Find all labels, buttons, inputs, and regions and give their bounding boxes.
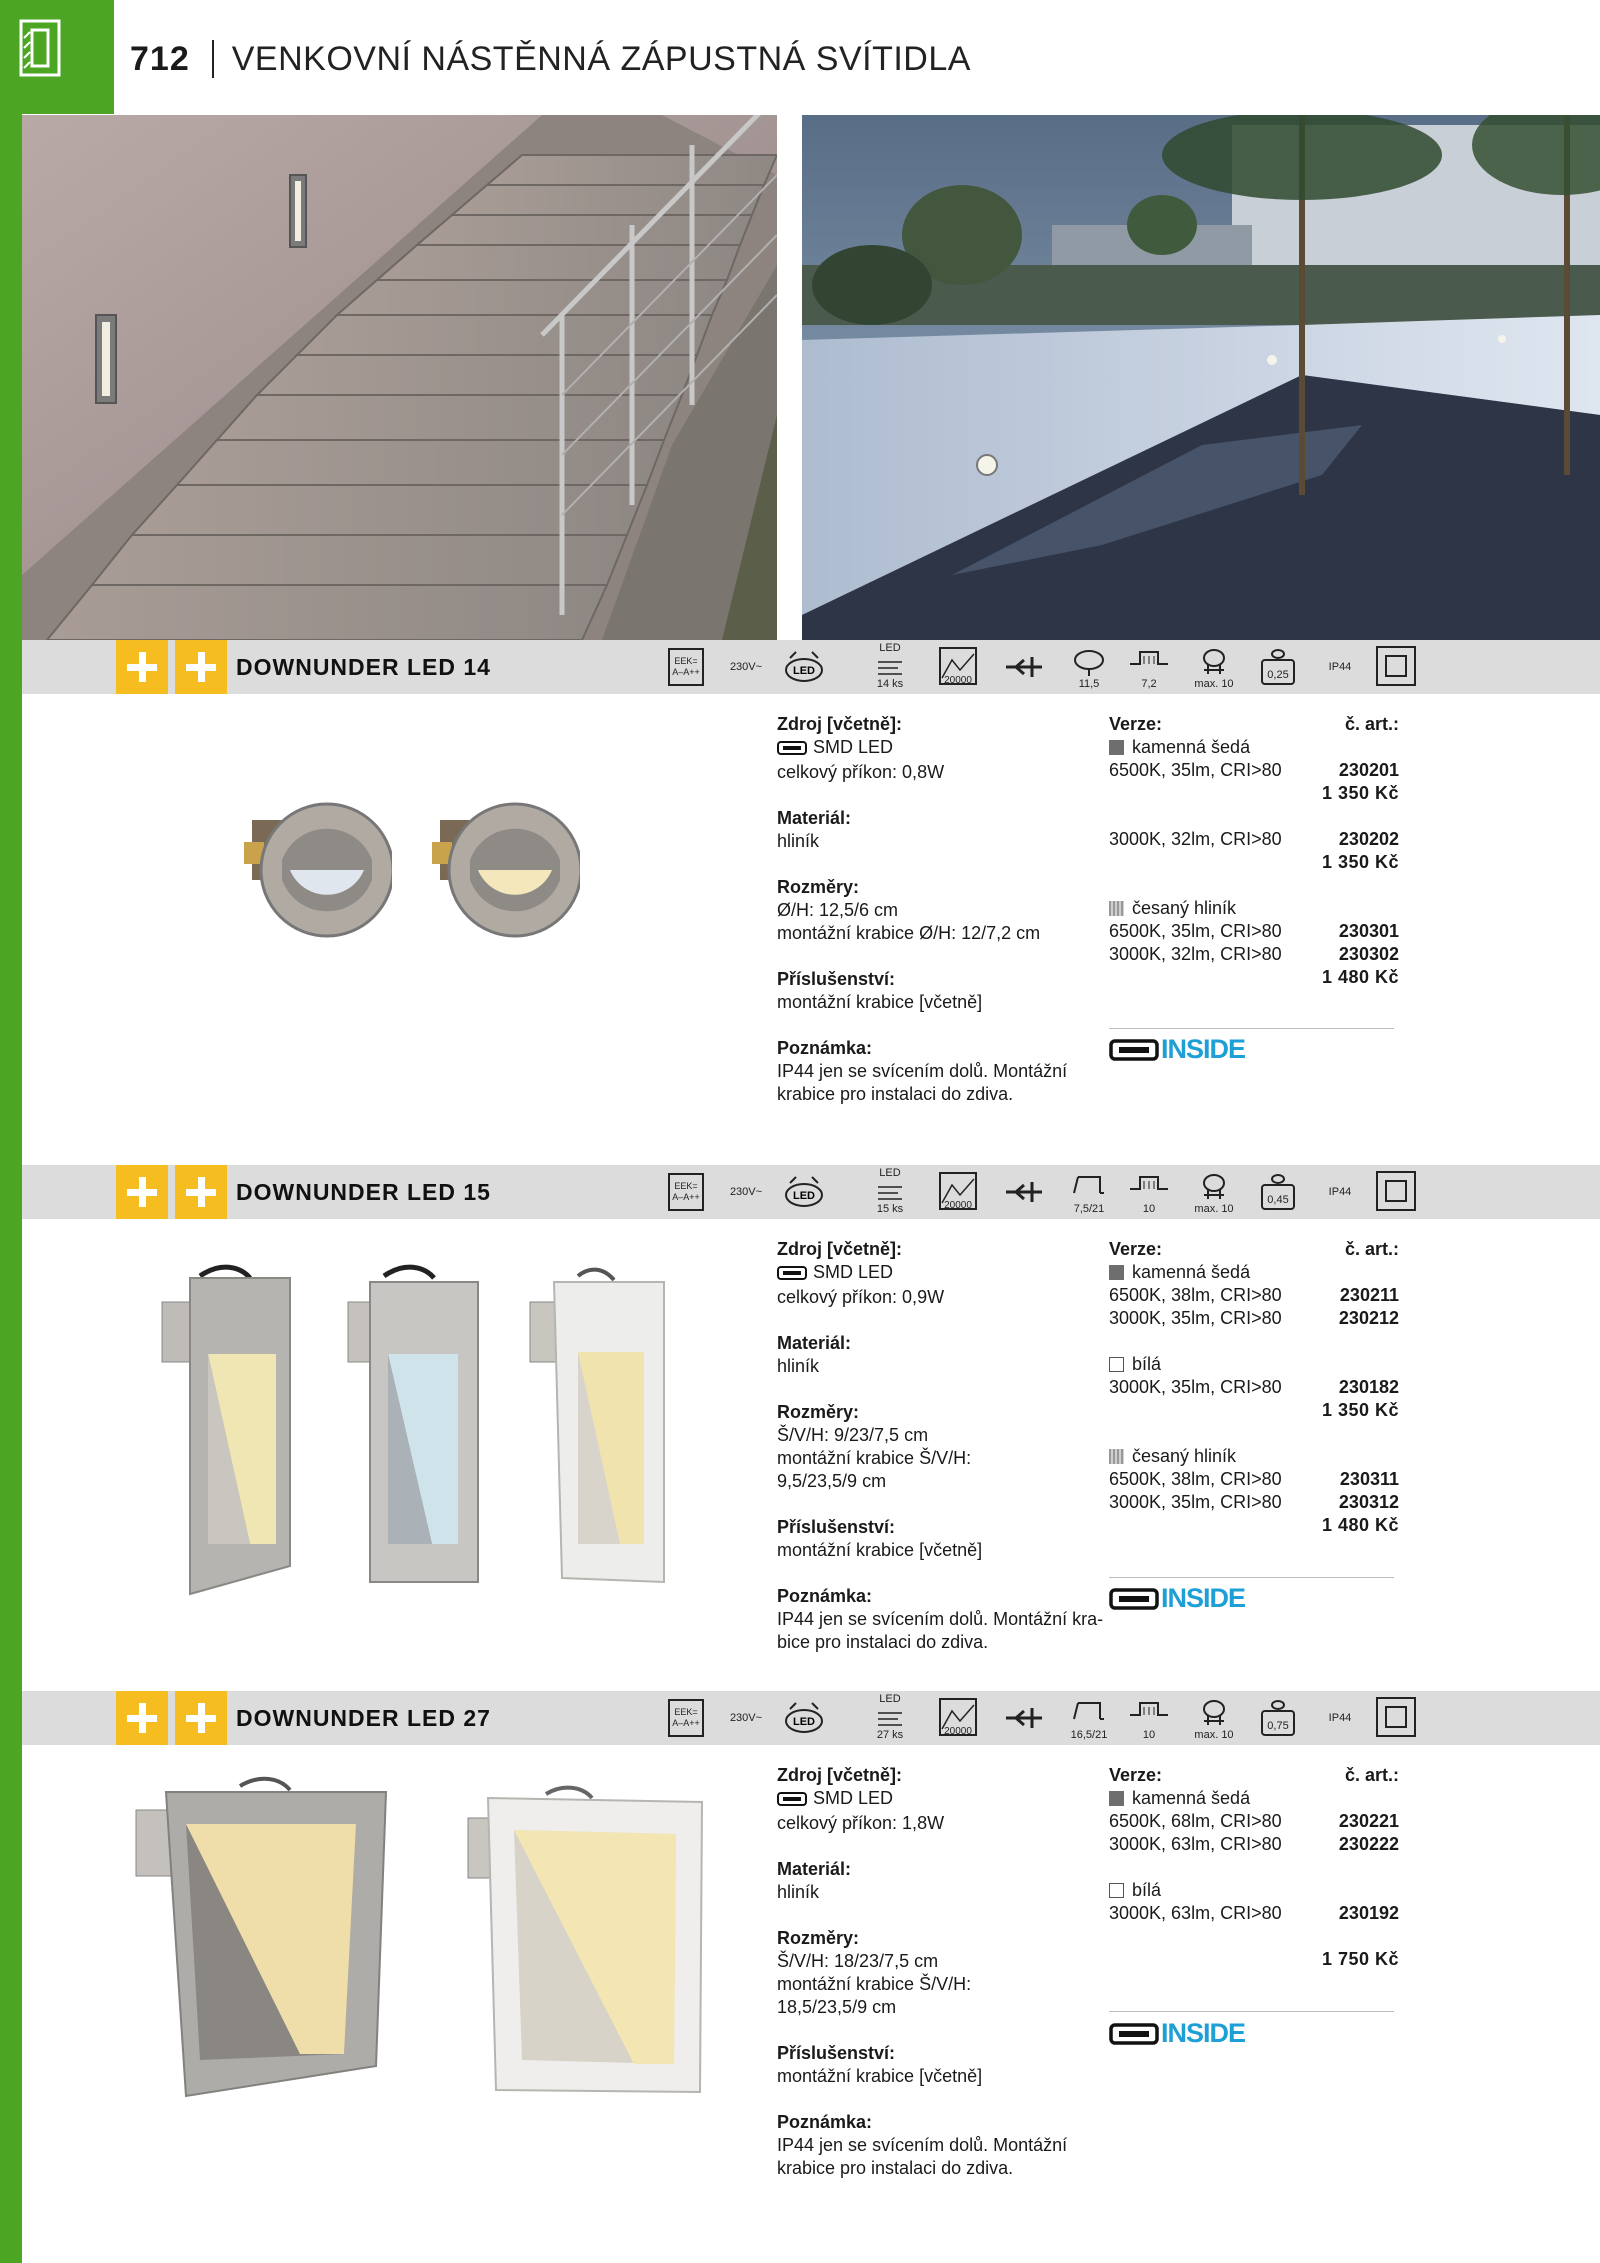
accessories-text: montážní krabice [včetně]	[777, 991, 983, 1012]
version-spec: 6500K, 38lm, CRI>80	[1109, 1285, 1282, 1305]
brushed-swatch-icon	[1109, 901, 1124, 916]
dimensions-line: montážní krabice Š/V/H:	[777, 1447, 972, 1468]
price: 1 350 Kč	[1321, 852, 1399, 872]
color-stone-grey: kamenná šedá	[1109, 1787, 1250, 1810]
versions-label: Verze:	[1109, 1239, 1163, 1259]
product-band-led14	[22, 640, 1600, 694]
beam-size-icon: 16,5/21	[1064, 1691, 1114, 1745]
stairs-photo	[22, 115, 777, 640]
color-brushed-aluminium: česaný hliník	[1109, 897, 1236, 920]
product-image-led14-grey	[242, 780, 392, 965]
material-label: Materiál:	[777, 1858, 852, 1879]
protection-class-icon	[1374, 1165, 1418, 1219]
article-number: 230202	[1338, 829, 1399, 849]
note-line: IP44 jen se svícením dolů. Montážní kra-	[777, 1608, 1104, 1629]
article-number: 230211	[1339, 1285, 1399, 1305]
versions-led14	[1109, 713, 1399, 989]
material-text: hliník	[777, 1881, 820, 1902]
dimensions-line: Ø/H: 12,5/6 cm	[777, 899, 899, 920]
version-spec: 6500K, 38lm, CRI>80	[1109, 1469, 1282, 1489]
product-name: DOWNUNDER LED 15	[236, 1179, 491, 1205]
plus-icon	[175, 1165, 227, 1219]
svg-text:LED: LED	[793, 665, 815, 677]
article-number: 230222	[1338, 1834, 1399, 1854]
note-label: Poznámka:	[777, 1037, 873, 1058]
article-label: č. art.:	[1344, 1239, 1399, 1259]
protection-class-icon	[1374, 640, 1418, 694]
product-image-led14-brushed	[430, 780, 580, 965]
svg-text:LED: LED	[793, 1190, 815, 1202]
weight-icon: 0,75	[1256, 1691, 1300, 1745]
note-label: Poznámka:	[777, 1585, 873, 1606]
note-line: krabice pro instalaci do zdiva.	[777, 1083, 1014, 1104]
product-image-led15-brushed	[344, 1262, 484, 1607]
source-label: Zdroj [včetně]:	[777, 1239, 903, 1259]
article-number: 230301	[1338, 921, 1399, 941]
power-text: celkový příkon: 0,9W	[777, 1286, 945, 1307]
header-divider	[212, 40, 214, 78]
product-image-led27-grey	[130, 1770, 390, 2105]
led-module-icon	[782, 640, 826, 694]
smd-led-line: SMD LED	[777, 736, 893, 759]
voltage-label: 230V~	[729, 1186, 763, 1198]
plus-icon	[175, 640, 227, 694]
price: 1 480 Kč	[1321, 967, 1399, 987]
article-label: č. art.:	[1344, 714, 1399, 734]
plus-icon	[116, 640, 168, 694]
white-swatch-icon	[1109, 1883, 1124, 1898]
mounting-depth-icon: 7,2	[1124, 640, 1174, 694]
power-text: celkový příkon: 1,8W	[777, 1812, 945, 1833]
led-logo-icon	[1109, 2023, 1159, 2045]
weight-icon: 0,45	[1256, 1165, 1300, 1219]
max-wire-icon: max. 10	[1186, 640, 1242, 694]
material-text: hliník	[777, 1355, 820, 1376]
product-band-led27	[22, 1691, 1600, 1745]
ip-rating-label: IP44	[1328, 661, 1352, 673]
ip-rating-label: IP44	[1328, 1186, 1352, 1198]
color-white: bílá	[1109, 1879, 1161, 1902]
grey-swatch-icon	[1109, 740, 1124, 755]
source-label: Zdroj [včetně]:	[777, 714, 903, 734]
color-brushed-aluminium: česaný hliník	[1109, 1445, 1236, 1468]
led-logo-icon	[1109, 1039, 1159, 1061]
led-count-icon: LED 27 ks	[876, 1693, 904, 1741]
price: 1 350 Kč	[1321, 1400, 1399, 1420]
note-line: IP44 jen se svícením dolů. Montážní	[777, 2134, 1068, 2155]
led-inside-logo: INSIDE	[1109, 1583, 1245, 1614]
version-spec: 3000K, 63lm, CRI>80	[1109, 1834, 1282, 1854]
weight-icon: 0,25	[1256, 640, 1300, 694]
max-wire-icon: max. 10	[1186, 1165, 1242, 1219]
article-number: 230302	[1338, 944, 1399, 964]
dimensions-label: Rozměry:	[777, 876, 860, 897]
accessories-label: Příslušenství:	[777, 2042, 896, 2063]
led-logo-icon	[777, 741, 807, 755]
led-logo-icon	[777, 1792, 807, 1806]
plus-icon	[116, 1165, 168, 1219]
energy-class-icon: EEK= A–A++	[666, 640, 706, 694]
wall-light-category-icon	[18, 18, 62, 78]
page-title: VENKOVNÍ NÁSTĚNNÁ ZÁPUSTNÁ SVÍTIDLA	[231, 39, 971, 78]
product-info-led14	[777, 713, 1097, 1106]
version-spec: 3000K, 35lm, CRI>80	[1109, 1492, 1282, 1512]
material-text: hliník	[777, 830, 820, 851]
version-spec: 3000K, 35lm, CRI>80	[1109, 1308, 1282, 1328]
product-name: DOWNUNDER LED 27	[236, 1705, 491, 1731]
article-number: 230201	[1338, 760, 1399, 780]
version-spec: 6500K, 35lm, CRI>80	[1109, 921, 1282, 941]
divider	[1109, 2011, 1394, 2012]
led-logo-icon	[777, 1266, 807, 1280]
plus-icon	[175, 1691, 227, 1745]
dimensions-label: Rozměry:	[777, 1401, 860, 1422]
versions-label: Verze:	[1109, 1765, 1163, 1785]
led-module-icon	[782, 1165, 826, 1219]
note-line: krabice pro instalaci do zdiva.	[777, 2157, 1014, 2178]
dimensions-line: 9,5/23,5/9 cm	[777, 1470, 887, 1491]
accessories-label: Příslušenství:	[777, 1516, 896, 1537]
source-label: Zdroj [včetně]:	[777, 1765, 903, 1785]
plus-icon	[116, 1691, 168, 1745]
lifetime-hours-icon: 20000	[936, 640, 980, 694]
article-number: 230182	[1338, 1377, 1399, 1397]
product-image-led27-white	[466, 1778, 706, 2103]
dimensions-line: 18,5/23,5/9 cm	[777, 1996, 897, 2017]
divider	[1109, 1028, 1394, 1029]
smd-led-line: SMD LED	[777, 1261, 893, 1284]
price: 1 750 Kč	[1321, 1949, 1399, 1969]
dimensions-line: Š/V/H: 18/23/7,5 cm	[777, 1950, 939, 1971]
brushed-swatch-icon	[1109, 1449, 1124, 1464]
lifetime-hours-icon: 20000	[936, 1165, 980, 1219]
version-spec: 3000K, 32lm, CRI>80	[1109, 829, 1282, 849]
ip-rating-label: IP44	[1328, 1712, 1352, 1724]
mounting-depth-icon: 10	[1124, 1165, 1174, 1219]
energy-class-icon: EEK= A–A++	[666, 1165, 706, 1219]
note-line: bice pro instalaci do zdiva.	[777, 1631, 989, 1652]
led-inside-logo: INSIDE	[1109, 2018, 1245, 2049]
product-info-led15	[777, 1238, 1107, 1654]
price: 1 350 Kč	[1321, 783, 1399, 803]
spec-icons-row	[662, 640, 1442, 694]
page-header	[130, 34, 971, 84]
color-stone-grey: kamenná šedá	[1109, 736, 1250, 759]
beam-angle-icon: 11,5	[1064, 640, 1114, 694]
version-spec: 3000K, 63lm, CRI>80	[1109, 1903, 1282, 1923]
lifetime-hours-icon: 20000	[936, 1691, 980, 1745]
note-line: IP44 jen se svícením dolů. Montážní	[777, 1060, 1068, 1081]
version-spec: 3000K, 35lm, CRI>80	[1109, 1377, 1282, 1397]
garden-wall-photo	[802, 115, 1600, 640]
protection-class-icon	[1374, 1691, 1418, 1745]
accessories-label: Příslušenství:	[777, 968, 896, 989]
light-direction-icon	[1002, 1165, 1046, 1219]
versions-led27	[1109, 1764, 1399, 1971]
versions-led15	[1109, 1238, 1399, 1537]
version-spec: 6500K, 68lm, CRI>80	[1109, 1811, 1282, 1831]
mounting-depth-icon: 10	[1124, 1691, 1174, 1745]
product-image-led15-grey	[160, 1262, 300, 1607]
led-module-icon	[782, 1691, 826, 1745]
price: 1 480 Kč	[1321, 1515, 1399, 1535]
led-logo-icon	[1109, 1588, 1159, 1610]
category-corner	[0, 0, 114, 114]
spec-icons-row	[662, 1165, 1442, 1219]
dimensions-line: montážní krabice Š/V/H:	[777, 1973, 972, 1994]
article-number: 230312	[1338, 1492, 1399, 1512]
svg-text:LED: LED	[793, 1716, 815, 1728]
article-number: 230311	[1339, 1469, 1399, 1489]
article-number: 230221	[1338, 1811, 1399, 1831]
product-info-led27	[777, 1764, 1097, 2180]
spec-icons-row	[662, 1691, 1442, 1745]
article-number: 230212	[1338, 1308, 1399, 1328]
led-count-icon: LED 15 ks	[876, 1167, 904, 1215]
light-direction-icon	[1002, 1691, 1046, 1745]
material-label: Materiál:	[777, 807, 852, 828]
accessories-text: montážní krabice [včetně]	[777, 2065, 983, 2086]
page-number: 712	[130, 39, 190, 78]
led-inside-logo: INSIDE	[1109, 1034, 1245, 1065]
dimensions-label: Rozměry:	[777, 1927, 860, 1948]
version-spec: 6500K, 35lm, CRI>80	[1109, 760, 1282, 780]
product-name: DOWNUNDER LED 14	[236, 654, 491, 680]
color-white: bílá	[1109, 1353, 1161, 1376]
max-wire-icon: max. 10	[1186, 1691, 1242, 1745]
led-count-icon: LED 14 ks	[876, 642, 904, 690]
divider	[1109, 1577, 1394, 1578]
versions-label: Verze:	[1109, 714, 1163, 734]
energy-class-icon: EEK= A–A++	[666, 1691, 706, 1745]
grey-swatch-icon	[1109, 1791, 1124, 1806]
light-direction-icon	[1002, 640, 1046, 694]
voltage-label: 230V~	[729, 1712, 763, 1724]
dimensions-line: Š/V/H: 9/23/7,5 cm	[777, 1424, 929, 1445]
version-spec: 3000K, 32lm, CRI>80	[1109, 944, 1282, 964]
green-side-strip	[0, 0, 22, 2263]
article-number: 230192	[1338, 1903, 1399, 1923]
note-label: Poznámka:	[777, 2111, 873, 2132]
smd-led-line: SMD LED	[777, 1787, 893, 1810]
grey-swatch-icon	[1109, 1265, 1124, 1280]
voltage-label: 230V~	[729, 661, 763, 673]
white-swatch-icon	[1109, 1357, 1124, 1372]
accessories-text: montážní krabice [včetně]	[777, 1539, 983, 1560]
material-label: Materiál:	[777, 1332, 852, 1353]
power-text: celkový příkon: 0,8W	[777, 761, 945, 782]
dimensions-line: montážní krabice Ø/H: 12/7,2 cm	[777, 922, 1041, 943]
product-band-led15	[22, 1165, 1600, 1219]
color-stone-grey: kamenná šedá	[1109, 1261, 1250, 1284]
product-image-led15-white	[528, 1262, 668, 1607]
article-label: č. art.:	[1344, 1765, 1399, 1785]
beam-size-icon: 7,5/21	[1064, 1165, 1114, 1219]
